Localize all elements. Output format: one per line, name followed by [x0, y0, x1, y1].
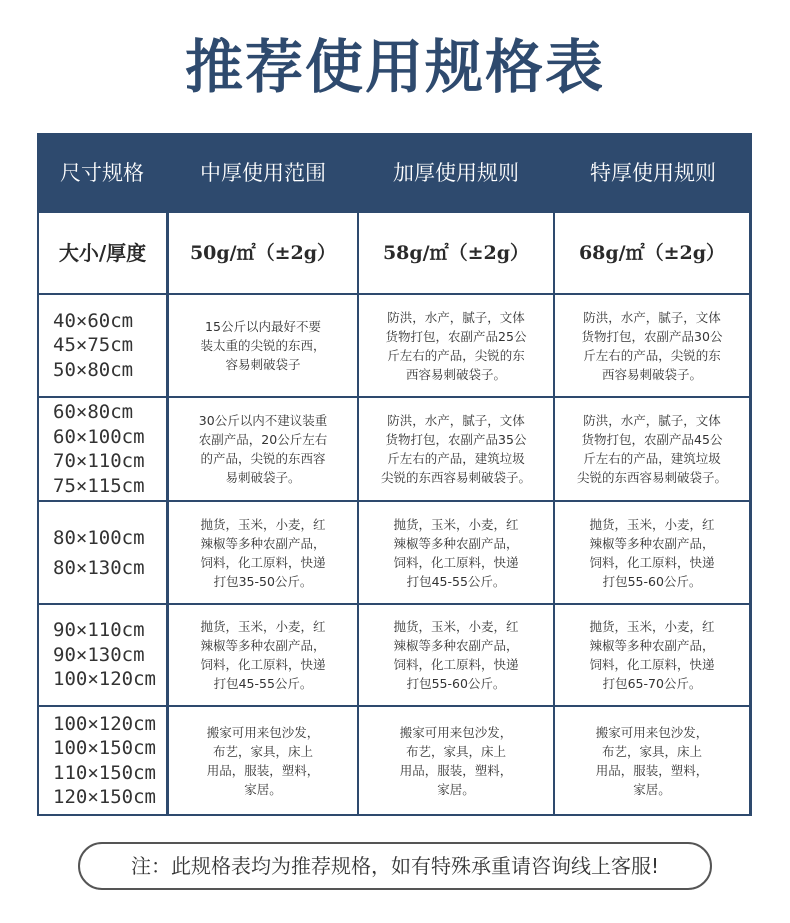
description-line: 饲料，化工原料，快递: [200, 554, 326, 570]
table-cell-sizes: [39, 398, 166, 500]
usage-description: [169, 317, 357, 374]
table-cell-thick: [359, 605, 553, 705]
size-list: [53, 618, 156, 692]
table-cell-medium: [169, 502, 357, 603]
size-item: 100×150cm: [53, 737, 156, 759]
description-line: 尖锐的东西容易刺破袋子。: [380, 470, 531, 485]
description-line: 抛货，玉米，小麦，红: [393, 619, 519, 634]
description-line: 搬家可用来包沙发，: [595, 724, 709, 740]
usage-description: [555, 515, 749, 591]
usage-description: [169, 515, 357, 591]
table-cell-medium: [169, 707, 357, 814]
table-cell-thick: [359, 295, 553, 396]
description-line: 防洪，水产，腻子，文体: [583, 309, 721, 325]
size-item: 40×60cm: [53, 309, 134, 332]
size-item: 90×110cm: [53, 619, 145, 642]
thickness-medium-cell: [169, 213, 357, 293]
description-line: 辣椒等多种农副产品，: [393, 638, 519, 653]
table-cell-thick: [359, 502, 553, 603]
table-cell-extra: [555, 707, 749, 814]
description-line: 的产品，尖锐的东西容: [200, 451, 326, 466]
description-line: 打包35-50公斤。: [213, 573, 313, 589]
size-list: [53, 712, 156, 810]
description-line: 饲料，化工原料，快递: [589, 657, 715, 672]
description-line: 搬家可用来包沙发，: [206, 724, 320, 740]
usage-description: [359, 617, 553, 693]
description-line: 防洪，水产，腻子，文体: [387, 413, 525, 428]
thickness-thick: 58g/㎡（±2g）: [382, 242, 530, 264]
description-line: 家居。: [244, 781, 282, 797]
header-thick: 加厚使用规则: [393, 161, 519, 185]
description-line: 货物打包，农副产品45公: [581, 432, 723, 447]
description-line: 打包45-55公斤。: [213, 676, 313, 691]
description-line: 饲料，化工原料，快递: [393, 554, 519, 570]
footer-note: 注：此规格表均为推荐规格，如有特殊承重请咨询线上客服!: [78, 842, 712, 890]
description-line: 辣椒等多种农副产品，: [200, 638, 326, 653]
size-item: 100×120cm: [53, 712, 156, 735]
description-line: 辣椒等多种农副产品，: [589, 638, 715, 653]
description-line: 搬家可用来包沙发，: [399, 724, 513, 740]
table-cell-extra: [555, 605, 749, 705]
size-item: 45×75cm: [53, 334, 134, 357]
description-line: 货物打包，农副产品35公: [385, 432, 527, 447]
thickness-label: 大小/厚度: [58, 241, 147, 265]
table-cell-sizes: [39, 502, 166, 603]
description-line: 用品，服装，塑料，: [399, 762, 513, 778]
thickness-extra-cell: [555, 213, 749, 293]
table-cell-medium: [169, 398, 357, 500]
description-line: 布艺，家具，床上: [212, 743, 313, 759]
table-cell-sizes: [39, 707, 166, 814]
usage-description: [555, 617, 749, 693]
thickness-extra: 68g/㎡（±2g）: [578, 242, 726, 264]
usage-description: [169, 723, 357, 799]
size-item: 110×150cm: [53, 761, 156, 784]
table-cell-extra: [555, 502, 749, 603]
description-line: 尖锐的东西容易刺破袋子。: [576, 470, 727, 485]
size-item: 60×100cm: [53, 425, 145, 448]
usage-description: [555, 411, 749, 487]
description-line: 抛货，玉米，小麦，红: [589, 516, 715, 532]
header-extra-thick: 特厚使用规则: [590, 161, 716, 185]
size-item: 80×100cm: [53, 526, 145, 549]
description-line: 易刺破袋子。: [225, 470, 301, 485]
description-line: 30公斤以内不建议装重: [198, 413, 328, 428]
description-line: 用品，服装，塑料，: [595, 762, 709, 778]
description-line: 布艺，家具，床上: [405, 743, 506, 759]
description-line: 抛货，玉米，小麦，红: [200, 619, 326, 634]
size-item: 75×115cm: [53, 474, 145, 497]
description-line: 辣椒等多种农副产品，: [393, 535, 519, 551]
table-cell-medium: [169, 605, 357, 705]
usage-description: [359, 308, 553, 384]
size-item: 60×80cm: [53, 401, 134, 423]
description-line: 布艺，家具，床上: [601, 743, 702, 759]
description-line: 斤左右的产品，建筑垃圾: [387, 451, 525, 466]
description-line: 斤左右的产品，建筑垃圾: [583, 451, 721, 466]
description-line: 打包55-60公斤。: [602, 573, 702, 589]
size-item: 100×120cm: [53, 668, 156, 691]
usage-description: [555, 723, 749, 799]
size-item: 80×130cm: [53, 556, 145, 579]
description-line: 抛货，玉米，小麦，红: [393, 516, 519, 532]
thickness-medium: 50g/㎡（±2g）: [189, 242, 337, 264]
description-line: 抛货，玉米，小麦，红: [200, 516, 326, 532]
description-line: 打包55-60公斤。: [406, 676, 506, 691]
usage-description: [359, 515, 553, 591]
table-cell-extra: [555, 398, 749, 500]
size-list: [53, 523, 145, 583]
description-line: 15公斤以内最好不要: [205, 319, 321, 334]
description-line: 辣椒等多种农副产品，: [200, 535, 326, 551]
size-item: 90×130cm: [53, 643, 145, 666]
table-cell-thick: [359, 707, 553, 814]
description-line: 打包65-70公斤。: [602, 676, 702, 691]
description-line: 货物打包，农副产品30公: [581, 328, 723, 344]
size-item: 70×110cm: [53, 450, 145, 472]
description-line: 饲料，化工原料，快递: [589, 554, 715, 570]
header-medium: 中厚使用范围: [200, 161, 326, 185]
table-cell-medium: [169, 295, 357, 396]
description-line: 家居。: [437, 781, 475, 797]
description-line: 货物打包，农副产品25公: [385, 328, 527, 344]
size-list: [53, 400, 145, 498]
usage-description: [359, 723, 553, 799]
thickness-label-cell: [39, 213, 166, 293]
table-cell-thick: [359, 398, 553, 500]
thickness-thick-cell: [359, 213, 553, 293]
description-line: 抛货，玉米，小麦，红: [589, 619, 715, 634]
description-line: 饲料，化工原料，快递: [393, 657, 519, 672]
usage-description: [169, 617, 357, 693]
spec-table: [37, 133, 752, 816]
description-line: 防洪，水产，腻子，文体: [387, 309, 525, 325]
description-line: 打包45-55公斤。: [406, 573, 506, 589]
size-item: 50×80cm: [53, 358, 134, 381]
description-line: 装太重的尖锐的东西，: [200, 338, 326, 353]
description-line: 饲料，化工原料，快递: [200, 657, 326, 672]
description-line: 西容易刺破袋子。: [601, 366, 702, 382]
description-line: 斤左右的产品，尖锐的东: [387, 347, 525, 363]
usage-description: [555, 308, 749, 384]
description-line: 农副产品，20公斤左右: [198, 432, 328, 447]
table-cell-extra: [555, 295, 749, 396]
usage-description: [169, 411, 357, 487]
description-line: 家居。: [633, 781, 671, 797]
size-item: 120×150cm: [53, 786, 156, 808]
description-line: 防洪，水产，腻子，文体: [583, 413, 721, 428]
description-line: 斤左右的产品，尖锐的东: [583, 347, 721, 363]
usage-description: [359, 411, 553, 487]
description-line: 辣椒等多种农副产品，: [589, 535, 715, 551]
header-size: 尺寸规格: [60, 161, 144, 185]
description-line: 容易刺破袋子: [225, 357, 301, 372]
description-line: 用品，服装，塑料，: [206, 762, 320, 778]
table-cell-sizes: [39, 295, 166, 396]
description-line: 西容易刺破袋子。: [405, 366, 506, 382]
page-title: 推荐使用规格表: [184, 33, 605, 101]
size-list: [53, 309, 133, 383]
table-cell-sizes: [39, 605, 166, 705]
